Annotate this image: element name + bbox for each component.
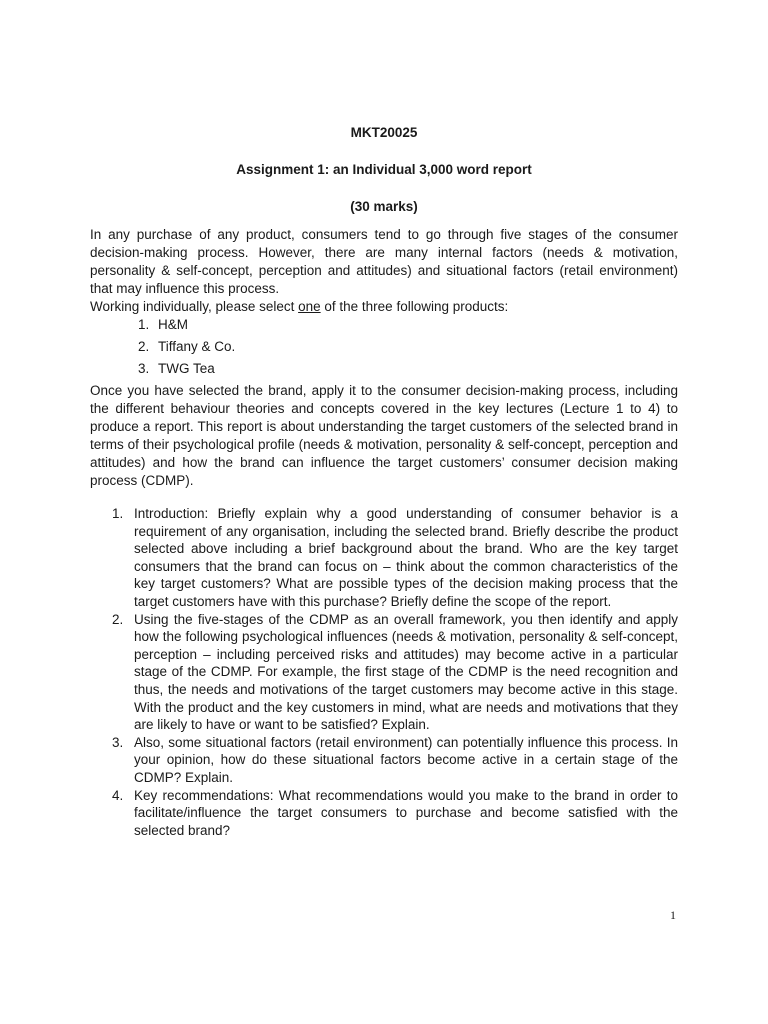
instructions-paragraph: Once you have selected the brand, apply it to the consumer decision-making process, including the different behaviour theories and concepts covered in the key lectures (Lecture 1 to 4) to produce a report. This report is about understanding the target customers of the selected brand in terms of their psychological profile (needs & motivation, personality & self-concept, perception and attitudes) and how the brand can influence the target customers’ consumer decision making process (CDMP). bbox=[90, 383, 678, 488]
task-text: Introduction: Briefly explain why a good understanding of consumer behavior is a requirement of any organisation, including the selected brand. Briefly describe the product selected above including a brief background about the brand. Who are the key target consumers that the brand can focus on – think about the common characteristics of the key target customers? What are possible types of the decision making process that the target customers have with this purchase? Briefly define the scope of the report. bbox=[134, 506, 678, 609]
list-item bbox=[90, 360, 678, 378]
product-list bbox=[90, 316, 678, 378]
list-number: 1. bbox=[112, 506, 124, 521]
product-name: TWG Tea bbox=[158, 361, 215, 376]
list-number: 4. bbox=[112, 787, 124, 803]
list-number: 3. bbox=[112, 734, 124, 750]
select-prefix: Working individually, please select bbox=[90, 299, 299, 314]
list-item bbox=[90, 611, 678, 734]
list-item bbox=[90, 316, 678, 334]
list-item bbox=[90, 505, 678, 611]
product-name: Tiffany & Co. bbox=[158, 339, 236, 354]
list-item bbox=[90, 338, 678, 356]
select-suffix: of the three following products: bbox=[320, 299, 509, 314]
list-number: 2. bbox=[138, 339, 150, 354]
list-number: 1. bbox=[138, 317, 150, 332]
document-content bbox=[90, 124, 678, 839]
list-number: 3. bbox=[138, 361, 150, 376]
marks-label: (30 marks) bbox=[350, 199, 418, 214]
select-instruction bbox=[90, 298, 678, 316]
task-text: Also, some situational factors (retail environment) can potentially influence this process. In your opinion, how do these situational factors become active in a certain stage of the CDMP? Explain. bbox=[134, 734, 678, 785]
product-name: H&M bbox=[158, 317, 188, 332]
select-emphasis: one bbox=[298, 299, 321, 314]
assignment-title: Assignment 1: an Individual 3,000 word report bbox=[236, 162, 532, 177]
task-text: Using the five-stages of the CDMP as an overall framework, you then identify and apply how the following psychological influences (needs & motivation, personality & self-concept, perception – including perceived risks and attitudes) may become active in a particular stage of the CDMP. For example, the first stage of the CDMP is the need recognition and thus, the needs and motivations of the target customers may become active in this stage. With the product and the key customers in mind, what are needs and motivations that they are likely to have or want to be satisfied? Explain. bbox=[134, 611, 678, 733]
intro-paragraph: In any purchase of any product, consumers tend to go through five stages of the consumer decision-making process. However, there are many internal factors (needs & motivation, personality & self-concept, perception and attitudes) and situational factors (retail environment) that may influence this process. bbox=[90, 227, 678, 296]
list-number: 2. bbox=[112, 611, 124, 627]
list-item bbox=[90, 734, 678, 787]
task-text: Key recommendations: What recommendations would you make to the brand in order to facilitate/influence the target consumers to purchase and become satisfied with the selected brand? bbox=[134, 787, 678, 838]
page-number: 1 bbox=[670, 908, 676, 922]
task-list bbox=[90, 505, 678, 839]
course-code: MKT20025 bbox=[350, 125, 418, 140]
list-item bbox=[90, 787, 678, 840]
